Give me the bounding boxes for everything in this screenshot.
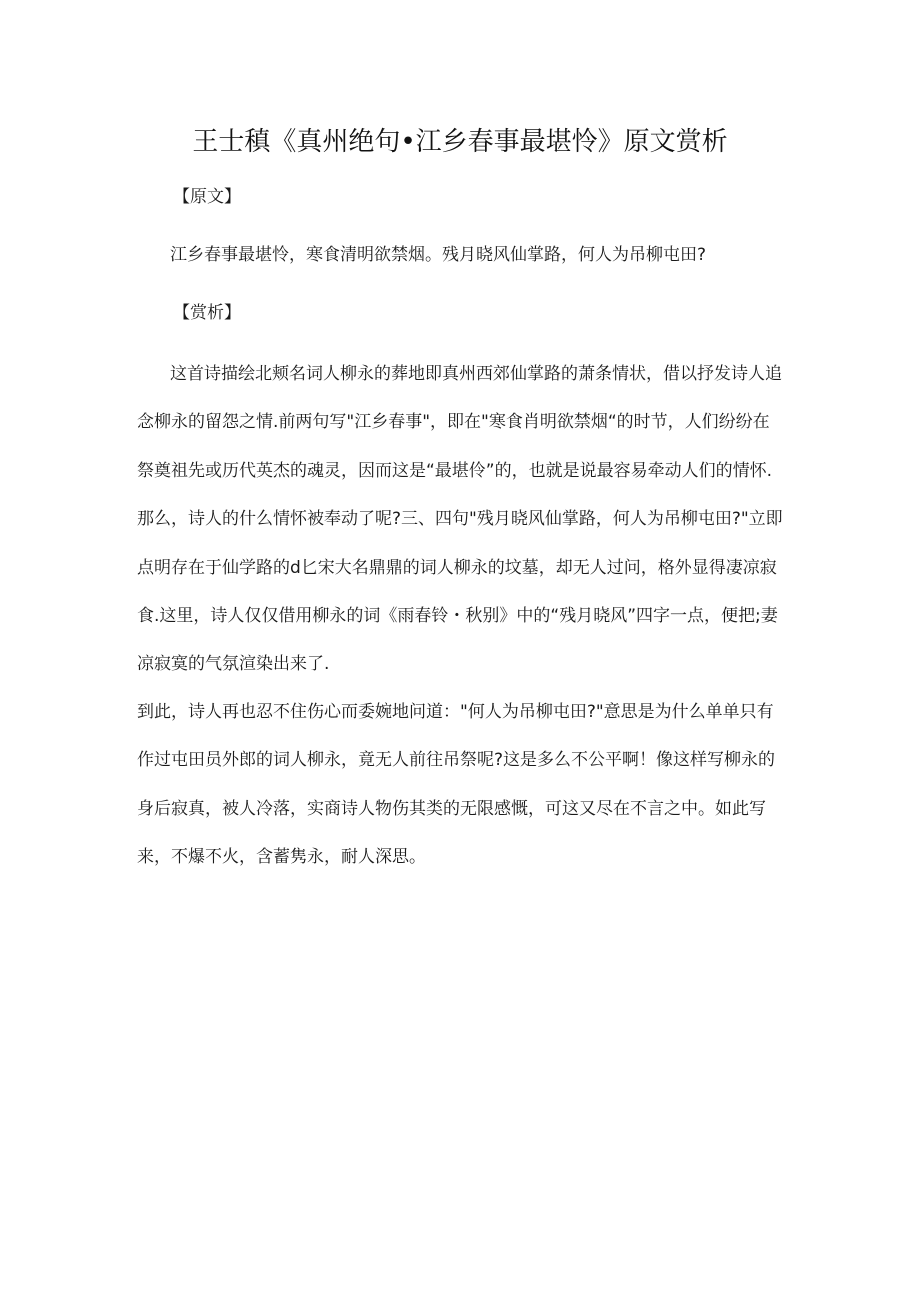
- poem-text: 江乡春事最堪怜，寒食清明欲禁烟。残月晓风仙掌路，何人为吊柳屯田?: [170, 245, 707, 265]
- paragraph-line: 这首诗描绘北颊名词人柳永的葬地即真州西郊仙掌路的萧条情状，借以抒发诗人追: [170, 364, 782, 384]
- paragraph-line: 到此，诗人再也忍不住伤心而委婉地问道："何人为吊柳屯田?"意思是为什么单单只有: [137, 702, 774, 722]
- paragraph-line: 来，不爆不火，含蓄隽永，耐人深思。: [137, 847, 426, 868]
- paragraph-line: 那么，诗人的什么情怀被奉动了呢?三、四句"残月晓风仙掌路，何人为吊柳屯田?"立即: [137, 509, 783, 530]
- paragraph-line: 念柳永的留怨之情.前两句写"江乡春事"，即在"寒食肖明欲禁烟“的时节，人们纷纷在: [137, 412, 770, 433]
- paragraph-line: 身后寂真，被人冷落，实商诗人物伤其类的无限感慨，可这又尽在不言之中。如此写: [137, 798, 766, 819]
- paragraph-line: 祭奠祖先或历代英杰的魂灵，因而这是“最堪伶”的，也就是说最容易牵动人们的情怀.: [137, 460, 773, 481]
- paragraph-line: 作过屯田员外郎的词人柳永，竟无人前往吊祭呢?这是多么不公平啊！像这样写柳永的: [137, 750, 776, 771]
- analysis-paragraph-2: [137, 688, 797, 882]
- paragraph-line: 点明存在于仙学路的d匕宋大名鼎鼎的词人柳永的坟墓，却无人过问，格外显得凄凉寂: [137, 557, 777, 578]
- document-title: 王士稹《真州绝句•江乡春事最堪怜》原文赏析: [192, 127, 728, 157]
- paragraph-line: 食.这里，诗人仅仅借用柳永的词《雨春铃・秋别》中的“残月晓风”四字一点，便把;妻: [137, 605, 778, 626]
- section-label-original: 【原文】: [173, 187, 241, 207]
- paragraph-line: 凉寂寞的气氛渲染出来了.: [137, 654, 330, 675]
- section-label-analysis: 【赏析】: [173, 303, 241, 323]
- analysis-paragraph-1: [137, 350, 797, 689]
